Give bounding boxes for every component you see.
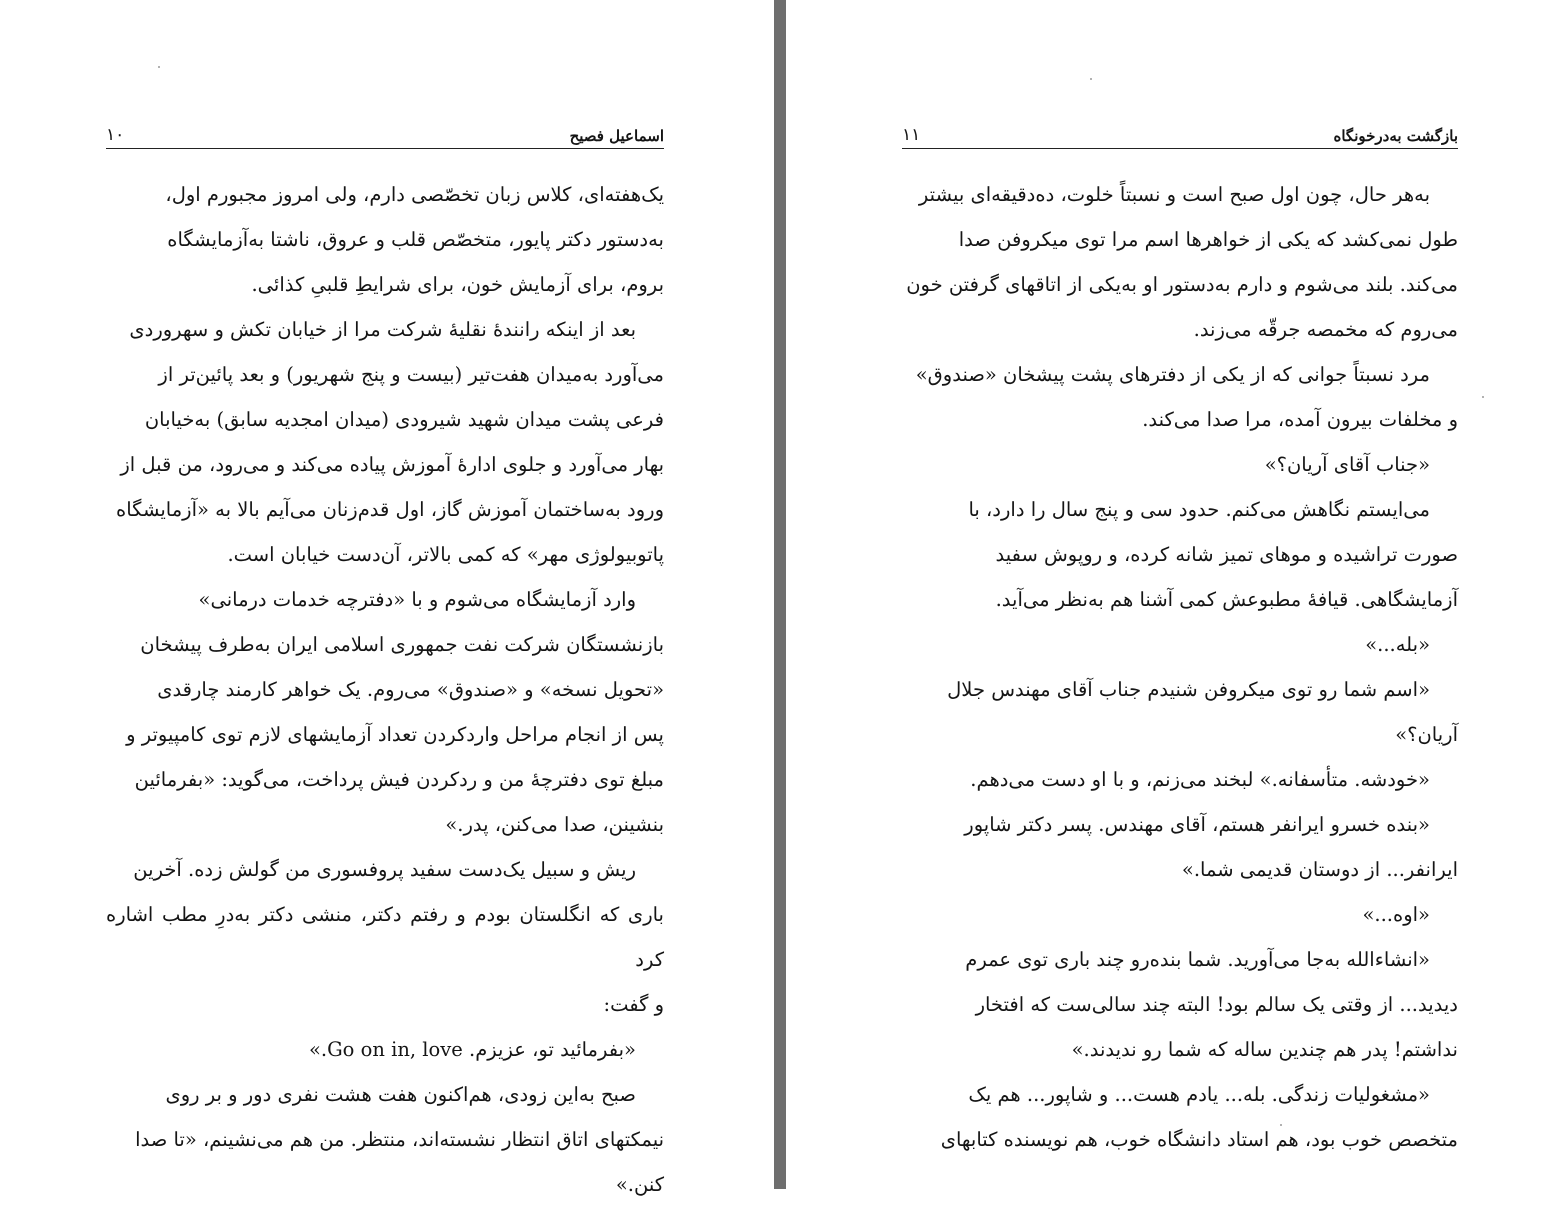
paragraph: بعد از اینکه رانندۀ نقلیۀ شرکت مرا از خیابان تکش و سهروردی می‌آورد به‌میدان هفت‌تیر (بیست و پنج شهریور) و بعد پائین‌تر از فرعی پشت میدان شهید شیرودی (میدان امجدیه سابق) به‌خیابان بهار می‌آورد و جلوی ادارۀ آموزش پیاده می‌کند و می‌رود، من قبل از ورود به‌ساختمان آموزش گاز، اول قدم‌زنان می‌آیم بالا به «آزمایشگاه پاتوبیولوژی مهر» که کمی بالاتر، آن‌دست خیابان است. [116,318,664,566]
left-running-title: اسماعیل فصیح [569,127,664,145]
book-gutter [774,0,786,1189]
scan-speck [1482,396,1484,398]
paragraph: به‌هر حال، چون اول صبح است و نسبتاً خلوت، ده‌دقیقه‌ای بیشتر طول نمی‌کشد که یکی از خواهرها اسم مرا توی میکروفن صدا می‌کند. بلند می‌شوم و دارم به‌دستور او به‌یکی از اتاقهای گرفتن خون می‌روم که مخمصه جرقّه می‌زند. [906,183,1458,341]
paragraph: «انشاءالله به‌جا می‌آورید. شما بنده‌رو چند باری توی عمرم دیدید... از وقتی یک سالم بود! البته چند سالی‌ست که افتخار نداشتم! پدر هم چندین ساله که شما رو ندیدند.» [965,948,1458,1061]
right-body-text [902,172,1458,1162]
left-page [0,0,774,1196]
paragraph: مرد نسبتاً جوانی که از یکی از دفترهای پشت پیشخان «صندوق» و مخلفات بیرون آمده، مرا صدا می‌کند. [915,363,1458,431]
paragraph: «اسم شما رو توی میکروفن شنیدم جناب آقای مهندس جلال آریان؟» [947,678,1458,746]
paragraph: «جناب آقای آریان؟» [1264,453,1430,476]
left-page-number: ۱۰ [106,125,125,145]
paragraph: وارد آزمایشگاه می‌شوم و با «دفترچه خدمات درمانی» بازنشستگان شرکت نفت جمهوری اسلامی ایران به‌طرف پیشخان «تحویل نسخه» و «صندوق» می‌روم. یک خواهر کارمند چارقدی پس از انجام مراحل واردکردن تعداد آزمایشهای لازم توی کامپیوتر و مبلغ توی دفترچۀ من و ردکردن فیش پرداخت، می‌گوید: «بفرمائین بنشینن، صدا می‌کنن، پدر.» [126,588,664,836]
paragraph: «خودشه. متأسفانه.» لبخند می‌زنم، و با او دست می‌دهم. [970,768,1430,791]
right-page-number: ۱۱ [902,125,921,145]
paragraph: «بفرمائید تو، عزیزم. Go on in, love.» [308,1038,636,1061]
paragraph: می‌ایستم نگاهش می‌کنم. حدود سی و پنج سال را دارد، با صورت تراشیده و موهای تمیز شانه کرده، و روپوش سفید آزمایشگاهی. قیافۀ مطبوعش کمی آشنا هم به‌نظر می‌آید. [968,498,1458,611]
paragraph: «بنده خسرو ایرانفر هستم، آقای مهندس. پسر دکتر شاپور ایرانفر... از دوستان قدیمی شما.» [964,813,1458,881]
scan-speck [1090,78,1092,80]
left-page-header [106,118,664,149]
right-page [786,0,1558,1189]
paragraph: «اوه...» [1362,903,1430,926]
right-running-title: بازگشت به‌درخونگاه [1333,127,1458,145]
scan-speck [158,66,160,68]
left-body-text [106,172,664,1207]
paragraph: یک‌هفته‌ای، کلاس زبان تخصّصی دارم، ولی امروز مجبورم اول، به‌دستور دکتر پایور، متخصّص قلب و عروق، ناشتا به‌آزمایشگاه بروم، برای آزمایش خون، برای شرایطِ قلبیِ کذائی. [165,183,664,296]
paragraph: «مشغولیات زندگی. بله... یادم هست... و شاپور... هم یک متخصص خوب بود، هم استاد دانشگاه خوب، هم نویسنده کتابهای [940,1083,1458,1151]
paragraph: «بله...» [1365,633,1430,656]
paragraph: صبح به‌این زودی، هم‌اکنون هفت هشت نفری دور و بر روی نیمکتهای اتاق انتظار نشسته‌اند، منتظر. من هم می‌نشینم، «تا صدا کنن.» [135,1083,664,1196]
right-page-header [902,118,1458,149]
paragraph: ریش و سبیل یک‌دست سفید پروفسوری من گولش زده. آخرین باری که انگلستان بودم و رفتم دکتر، منشی دکتر به‌درِ مطب اشاره کرد و گفت: [106,858,664,1016]
